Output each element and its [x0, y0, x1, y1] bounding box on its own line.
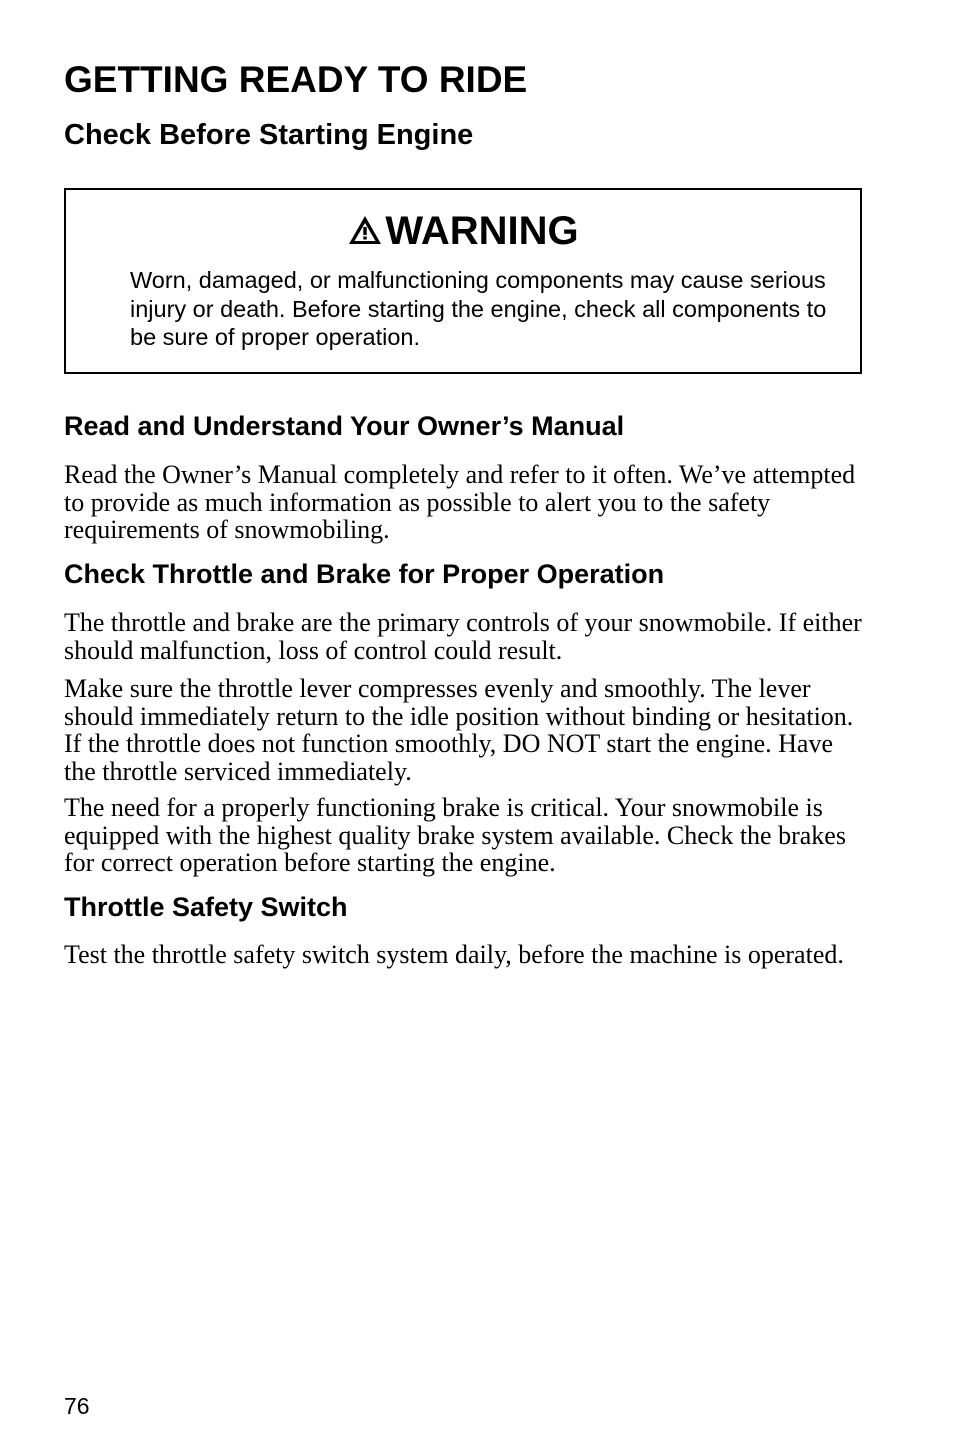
section-title: Check Before Starting Engine: [64, 119, 474, 151]
paragraph-throttle-brake-1: The throttle and brake are the primary controls of your snowmobile. If either should malfunction, loss of control could result.: [64, 608, 862, 665]
paragraph-throttle-brake-3: The need for a properly functioning brake is critical. Your snowmobile is equipped with the highest quality brake system available. Check the brakes for correct operation before starting the engine.: [64, 793, 846, 878]
paragraph-throttle-brake-2: Make sure the throttle lever compresses evenly and smoothly. The lever should immediately return to the idle position without binding or hesitation. If the throttle does not function smoothly, DO NOT start the engine. Have the throttle serviced immediately.: [64, 674, 854, 786]
subhead-throttle-safety-switch: Throttle Safety Switch: [64, 892, 348, 922]
page-number: 76: [64, 1393, 90, 1419]
paragraph-owners-manual: Read the Owner’s Manual completely and refer to it often. We’ve attempted to provide as much information as possible to alert you to the safety requirements of snowmobiling.: [64, 460, 856, 545]
subhead-throttle-brake: Check Throttle and Brake for Proper Operation: [64, 559, 665, 589]
warning-heading: [66, 208, 860, 254]
warning-heading-label: WARNING: [385, 209, 579, 253]
warning-box: [64, 188, 862, 374]
chapter-title: GETTING READY TO RIDE: [64, 59, 528, 100]
warning-triangle-icon: [347, 214, 383, 246]
subhead-owners-manual: Read and Understand Your Owner’s Manual: [64, 411, 625, 441]
warning-text: Worn, damaged, or malfunctioning components may cause serious injury or death. Before starting the engine, check all components to be sure of proper operation.: [130, 267, 827, 350]
paragraph-throttle-safety-switch: Test the throttle safety switch system daily, before the machine is operated.: [64, 940, 844, 969]
